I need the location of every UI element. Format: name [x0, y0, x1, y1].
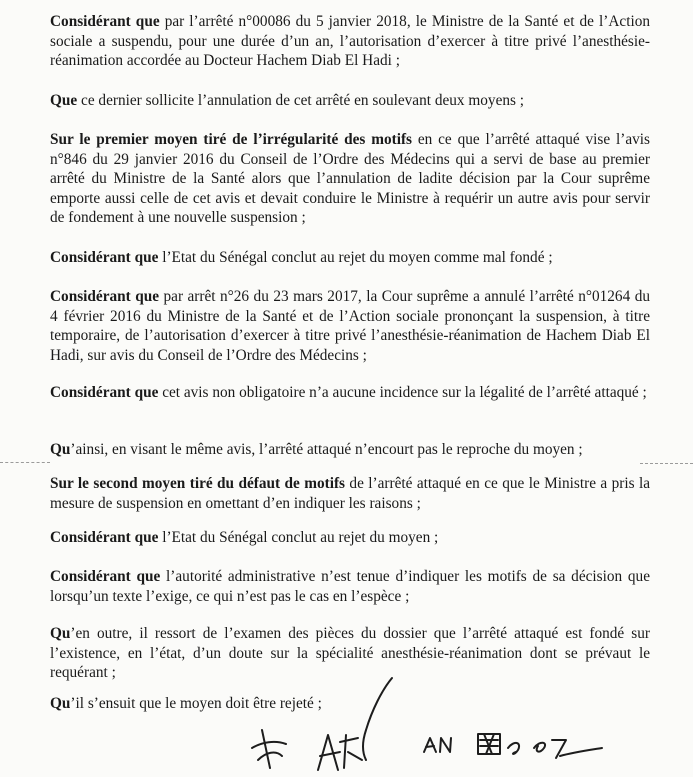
- paragraph-text: l’Etat du Sénégal conclut au rejet du moyen ;: [158, 529, 439, 546]
- paragraph-lead: Qu: [50, 695, 71, 712]
- paragraph-2: [50, 91, 650, 111]
- paragraph-text: de l’arrêté attaqué en ce que le Ministre a pris la mesure de suspension en omettant d’en indiquer les raisons ;: [50, 475, 650, 512]
- paragraph-text: l’Etat du Sénégal conclut au rejet du moyen comme mal fondé ;: [158, 249, 553, 266]
- paragraph-lead: Qu: [50, 441, 71, 458]
- paragraph-text: cet avis non obligatoire n’a aucune incidence sur la légalité de l’arrêté attaqué ;: [158, 384, 647, 401]
- paragraph-11: [50, 624, 650, 683]
- paragraph-text: ’ainsi, en visant le même avis, l’arrêté attaqué n’encourt pas le reproche du moyen ;: [70, 441, 583, 458]
- paragraph-lead: Sur le second moyen tiré du défaut de motifs: [50, 475, 346, 492]
- paragraph-6: [50, 383, 650, 403]
- paragraph-3: [50, 130, 650, 228]
- paragraph-lead: Considérant que: [50, 568, 161, 585]
- paragraph-4: [50, 248, 650, 268]
- paragraph-1: [50, 12, 650, 71]
- paragraph-9: [50, 528, 650, 548]
- paragraph-text: ’il s’ensuit que le moyen doit être rejeté ;: [70, 695, 322, 712]
- paragraph-text: par arrêt n°26 du 23 mars 2017, la Cour suprême a annulé l’arrêté n°01264 du 4 février 2016 du Ministre de la Santé et de l’Action sociale prononçant la suspension, à titre temporaire, de l’autorisation d’exercer à titre privé l’anesthésie-réanimation de Hachem Diab El Hadi, sur avis du Conseil de l’Ordre des Médecins ;: [50, 288, 650, 364]
- paragraph-5: [50, 287, 650, 365]
- paragraph-lead: Considérant que: [50, 288, 160, 305]
- paragraph-text: ce dernier sollicite l’annulation de cet arrêté en soulevant deux moyens ;: [77, 92, 525, 109]
- scan-artifact-line: [0, 462, 50, 463]
- paragraph-lead: Considérant que: [50, 249, 159, 266]
- paragraph-lead: Considérant que: [50, 529, 159, 546]
- paragraph-text: par l’arrêté n°00086 du 5 janvier 2018, le Ministre de la Santé et de l’Action sociale a suspendu, pour une durée d’un an, l’autorisation d’exercer à titre privé l’anesthésie-réanimation accordée au Docteur Hachem Diab El Hadi ;: [50, 13, 650, 69]
- paragraph-lead: Sur le premier moyen tiré de l’irrégularité des motifs: [50, 131, 412, 148]
- paragraph-7: [50, 440, 650, 460]
- paragraph-lead: Considérant que: [50, 384, 159, 401]
- paragraph-text: ’en outre, il ressort de l’examen des pièces du dossier que l’arrêté attaqué est fondé sur l’existence, en l’état, d’un doute sur la spécialité anesthésie-réanimation dont se prévaut le requérant ;: [50, 625, 650, 681]
- paragraph-lead: Que: [50, 92, 78, 109]
- paragraph-8: [50, 474, 650, 513]
- paragraph-12: [50, 694, 650, 714]
- paragraph-lead: Qu: [50, 625, 71, 642]
- scan-artifact-line: [640, 463, 693, 464]
- paragraph-10: [50, 567, 650, 606]
- paragraph-text: en ce que l’arrêté attaqué vise l’avis n°846 du 29 janvier 2016 du Conseil de l’Ordre des Médecins qui a servi de base au premier arrêté du Ministre de la Santé alors que l’annulation de ladite décision par la Cour suprême emporte aussi celle de cet avis et devait conduire le Ministre à requérir un autre avis pour servir de fondement à une nouvelle suspension ;: [50, 131, 650, 226]
- paragraph-text: l’autorité administrative n’est tenue d’indiquer les motifs de sa décision que lorsqu’un texte l’exige, ce qui n’est pas le cas en l’espèce ;: [50, 568, 650, 605]
- paragraph-lead: Considérant que: [50, 13, 160, 30]
